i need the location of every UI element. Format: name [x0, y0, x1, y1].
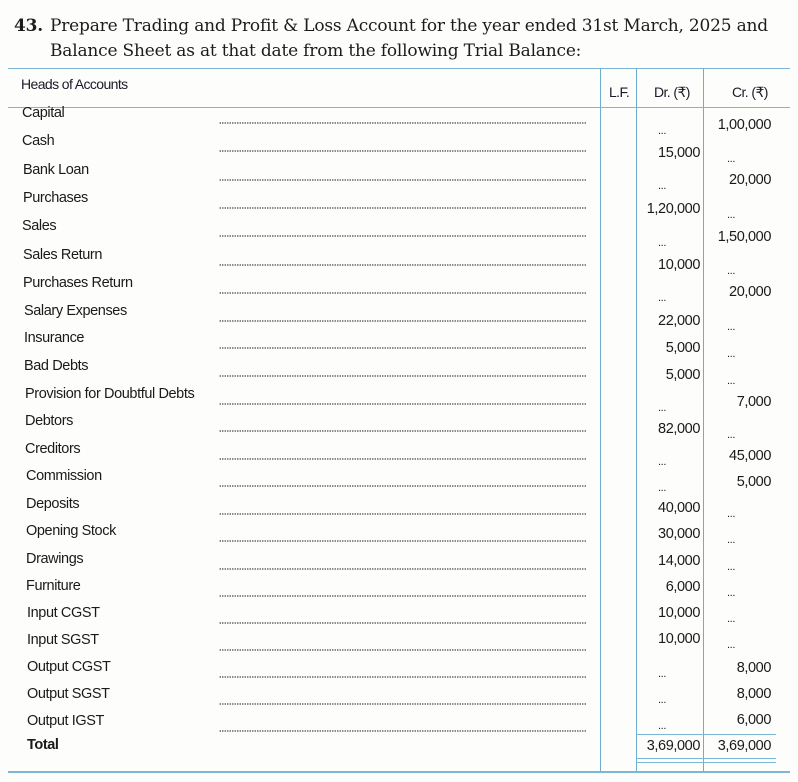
table-top-border: [8, 68, 790, 69]
account-name: Commission: [26, 468, 102, 484]
dot-leader: [219, 568, 587, 570]
dr-amount: ...: [658, 292, 666, 304]
account-name: Furniture: [26, 578, 81, 594]
total-label: Total: [27, 737, 59, 753]
account-name: Sales Return: [23, 247, 103, 263]
cr-amount: 1,00,000: [717, 117, 771, 133]
cr-amount: ...: [727, 375, 735, 387]
header-cr: Cr. (₹): [732, 84, 768, 100]
dr-amount: 40,000: [658, 500, 700, 516]
header-bottom-border: [8, 107, 790, 108]
cr-amount: 8,000: [736, 660, 771, 676]
dot-leader: [219, 122, 587, 124]
dr-amount: ...: [658, 456, 666, 468]
dr-amount: ...: [658, 668, 666, 680]
total-double-underline-1: [636, 758, 776, 759]
cr-amount: ...: [727, 639, 735, 651]
dot-leader: [219, 513, 587, 515]
account-name: Opening Stock: [26, 523, 116, 539]
cr-amount: 5,000: [736, 474, 771, 490]
dot-leader: [219, 264, 587, 266]
question-number: 43.: [14, 16, 43, 36]
account-name: Salary Expenses: [24, 303, 127, 319]
cr-amount: ...: [727, 209, 735, 221]
dot-leader: [219, 703, 587, 705]
dot-leader: [219, 730, 587, 732]
account-name: Debtors: [25, 413, 73, 429]
total-top-border: [636, 734, 776, 735]
account-name: Cash: [22, 133, 55, 149]
cr-amount: 1,50,000: [717, 229, 771, 245]
account-name: Input CGST: [27, 605, 100, 621]
cr-amount: ...: [727, 561, 735, 573]
dr-amount: ...: [658, 694, 666, 706]
question-line-2: Balance Sheet as at that date from the following Trial Balance:: [50, 41, 582, 61]
cr-amount: 45,000: [729, 448, 771, 464]
dot-leader: [219, 430, 587, 432]
dot-leader: [219, 676, 587, 678]
dot-leader: [219, 179, 587, 181]
cr-amount: 7,000: [736, 394, 771, 410]
dot-leader: [219, 207, 587, 209]
dr-amount: 22,000: [658, 313, 700, 329]
cr-amount: ...: [727, 265, 735, 277]
cr-amount: ...: [727, 429, 735, 441]
cr-amount: ...: [727, 321, 735, 333]
dr-amount: 14,000: [658, 553, 700, 569]
account-name: Capital: [22, 105, 65, 121]
dot-leader: [219, 347, 587, 349]
account-name: Sales: [22, 218, 57, 234]
cr-amount: 20,000: [729, 172, 771, 188]
account-name: Output CGST: [27, 659, 111, 675]
total-cr: 3,69,000: [717, 738, 771, 754]
dot-leader: [219, 320, 587, 322]
dr-amount: ...: [658, 125, 666, 137]
cr-amount: ...: [727, 153, 735, 165]
header-lf: L.F.: [609, 84, 630, 100]
cr-amount: ...: [727, 348, 735, 360]
dr-amount: 82,000: [658, 421, 700, 437]
total-dr: 3,69,000: [646, 738, 700, 754]
dot-leader: [219, 649, 587, 651]
dot-leader: [219, 150, 587, 152]
dot-leader: [219, 540, 587, 542]
dr-amount: 6,000: [665, 579, 700, 595]
cr-amount: ...: [727, 613, 735, 625]
dot-leader: [219, 485, 587, 487]
cr-amount: 6,000: [736, 712, 771, 728]
dr-amount: 5,000: [665, 340, 700, 356]
account-name: Bad Debts: [24, 358, 89, 374]
cr-amount: 20,000: [729, 284, 771, 300]
dr-amount: ...: [658, 720, 666, 732]
dr-amount: 30,000: [658, 526, 700, 542]
lf-column-left-border: [600, 68, 601, 771]
dot-leader: [219, 375, 587, 377]
cr-amount: ...: [727, 534, 735, 546]
account-name: Creditors: [25, 441, 81, 457]
dr-column-left-border: [636, 68, 637, 771]
dot-leader: [219, 595, 587, 597]
dr-amount: ...: [658, 402, 666, 414]
account-name: Input SGST: [27, 632, 99, 648]
dr-amount: 10,000: [658, 257, 700, 273]
dr-amount: 10,000: [658, 605, 700, 621]
question-line-1: Prepare Trading and Profit & Loss Account for the year ended 31st March, 2025 and: [50, 16, 768, 36]
account-name: Provision for Doubtful Debts: [25, 386, 195, 402]
cr-amount: ...: [727, 587, 735, 599]
account-name: Purchases: [23, 190, 88, 206]
dot-leader: [219, 458, 587, 460]
account-name: Purchases Return: [23, 275, 133, 291]
cr-amount: ...: [727, 508, 735, 520]
dr-amount: ...: [658, 180, 666, 192]
account-name: Drawings: [26, 551, 84, 567]
dr-amount: 15,000: [658, 145, 700, 161]
dr-amount: 5,000: [665, 367, 700, 383]
dot-leader: [219, 292, 587, 294]
question-text: [14, 14, 794, 64]
total-double-underline-2: [636, 762, 776, 763]
dot-leader: [219, 235, 587, 237]
account-name: Deposits: [26, 496, 80, 512]
header-heads-of-accounts: Heads of Accounts: [21, 76, 128, 92]
table-bottom-border: [8, 771, 790, 773]
header-dr: Dr. (₹): [654, 84, 690, 100]
dot-leader: [219, 403, 587, 405]
account-name: Output SGST: [27, 686, 110, 702]
dr-amount: ...: [658, 482, 666, 494]
account-name: Output IGST: [27, 713, 104, 729]
account-name: Bank Loan: [23, 162, 89, 178]
account-name: Insurance: [24, 330, 85, 346]
dr-amount: ...: [658, 237, 666, 249]
dot-leader: [219, 622, 587, 624]
dr-amount: 10,000: [658, 631, 700, 647]
cr-amount: 8,000: [736, 686, 771, 702]
dr-amount: 1,20,000: [646, 201, 700, 217]
